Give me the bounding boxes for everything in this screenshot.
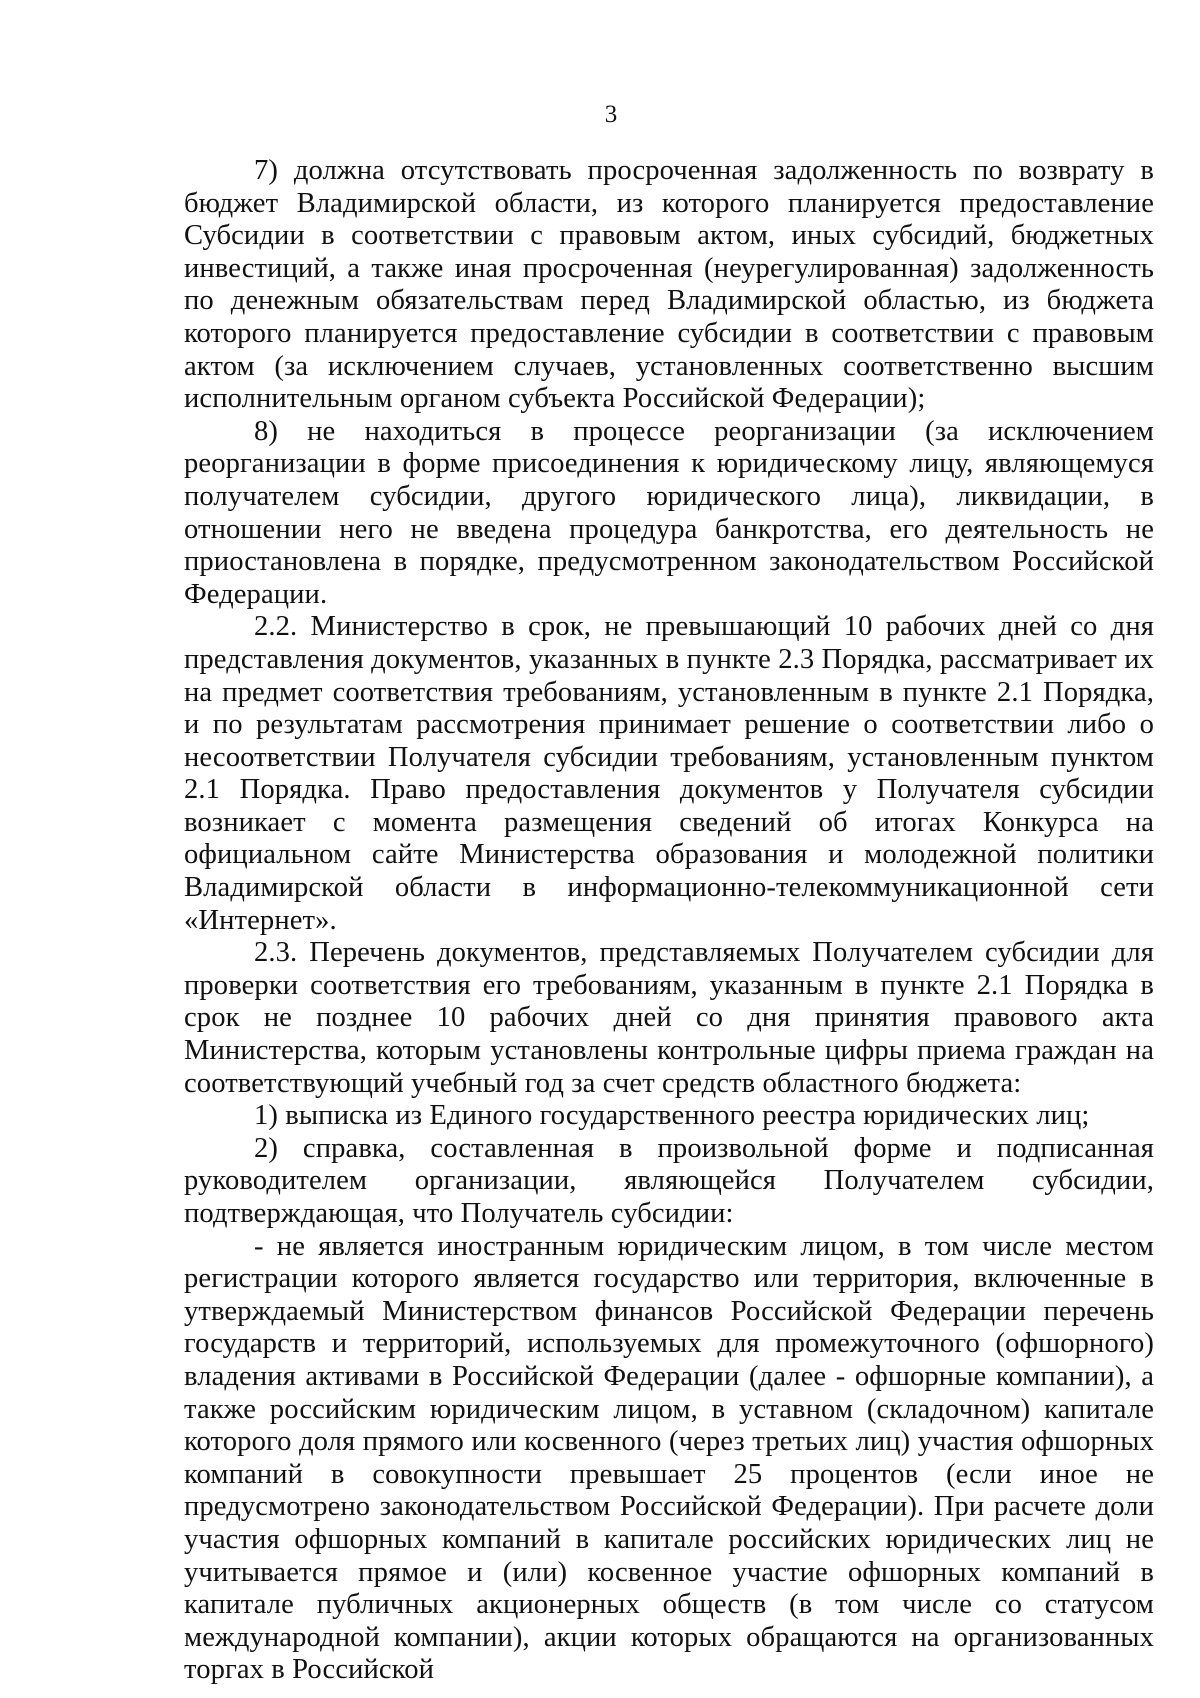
list-item-dash: - не является иностранным юридическим лицом, в том числе местом регистрации которого является государство или территория, включенные в утверждаемый Министерством финансов Российской Федерации перечень государств и территорий, используемых для промежуточного (офшорного) владения активами в Российской Федерации (далее - офшорные компании), а также российским юридическим лицом, в уставном (складочном) капитале которого доля прямого или косвенного (через третьих лиц) участия офшорных компаний в совокупности превышает 25 процентов (если иное не предусмотрено законодательством Российской Федерации). При расчете доли участия офшорных компаний в капитале российских юридических лиц не учитывается прямое и (или) косвенное участие офшорных компаний в капитале публичных акционерных обществ (в том числе со статусом международной компании), акции которых обращаются на организованных торгах в Российской bbox=[184, 1230, 1154, 1686]
list-item-2: 2) справка, составленная в произвольной форме и подписанная руководителем организации, являющейся Получателем субсидии, подтверждающая, что Получатель субсидии: bbox=[184, 1132, 1154, 1229]
paragraph-2-3: 2.3. Перечень документов, представляемых Получателем субсидии для проверки соответствия его требованиям, указанным в пункте 2.1 Порядка в срок не позднее 10 рабочих дней со дня принятия правового акта Министерства, которым установлены контрольные цифры приема граждан на соответствующий учебный год за счет средств областного бюджета: bbox=[184, 937, 1154, 1099]
list-item-1: 1) выписка из Единого государственного реестра юридических лиц; bbox=[254, 1100, 1090, 1132]
paragraph-item-8: 8) не находиться в процессе реорганизации (за исключением реорганизации в форме присоединения к юридическому лицу, являющемуся получателем субсидии, другого юридического лица), ликвидации, в отношении него не введена процедура банкротства, его деятельность не приостановлена в порядке, предусмотренном законодательством Российской Федерации. bbox=[184, 415, 1154, 610]
paragraph-item-7: 7) должна отсутствовать просроченная задолженность по возврату в бюджет Владимирской области, из которого планируется предоставление Субсидии в соответствии с правовым актом, иных субсидий, бюджетных инвестиций, а также иная просроченная (неурегулированная) задолженность по денежным обязательствам перед Владимирской областью, из бюджета которого планируется предоставление субсидии в соответствии с правовым актом (за исключением случаев, установленных соответственно высшим исполнительным органом субъекта Российской Федерации); bbox=[184, 155, 1154, 415]
page-number: 3 bbox=[604, 101, 618, 128]
paragraph-2-2: 2.2. Министерство в срок, не превышающий 10 рабочих дней со дня представления документов, указанных в пункте 2.3 Порядка, рассматривает их на предмет соответствия требованиям, установленным в пункте 2.1 Порядка, и по результатам рассмотрения принимает решение о соответствии либо о несоответствии Получателя субсидии требованиям, установленным пунктом 2.1 Порядка. Право предоставления документов у Получателя субсидии возникает с момента размещения сведений об итогах Конкурса на официальном сайте Министерства образования и молодежной политики Владимирской области в информационно-телекоммуникационной сети «Интернет». bbox=[184, 611, 1154, 936]
document-body bbox=[184, 155, 1154, 1687]
